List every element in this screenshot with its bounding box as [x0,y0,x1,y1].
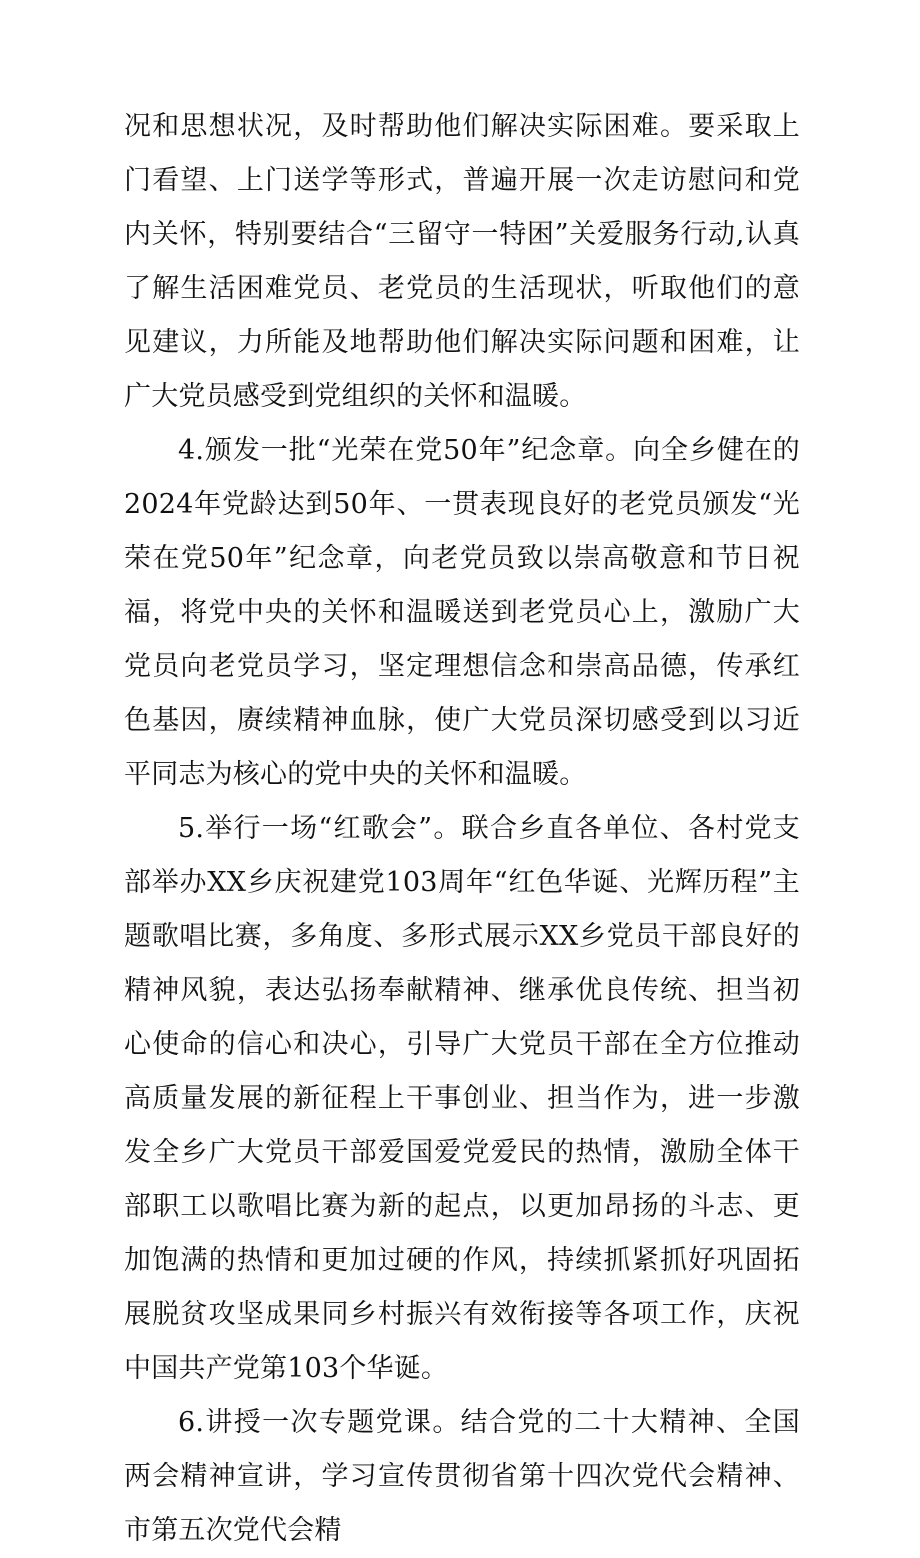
paragraph-continuation: 况和思想状况，及时帮助他们解决实际困难。要采取上门看望、上门送学等形式，普遍开展一次走访慰问和党内关怀，特别要结合“三留守一特困”关爱服务行动,认真了解生活困难党员、老党员的生活现状，听取他们的意见建议，力所能及地帮助他们解决实际问题和困难，让广大党员感受到党组织的关怀和温暖。 [124,111,800,412]
document-body [124,100,800,1558]
paragraph-item-6: 6.讲授一次专题党课。结合党的二十大精神、全国两会精神宣讲，学习宣传贯彻省第十四次党代会精神、市第五次党代会精 [124,1407,800,1546]
paragraph-item-4: 4.颁发一批“光荣在党50年”纪念章。向全乡健在的2024年党龄达到50年、一贯表现良好的老党员颁发“光荣在党50年”纪念章，向老党员致以崇高敬意和节日祝福，将党中央的关怀和温暖送到老党员心上，激励广大党员向老党员学习，坚定理想信念和崇高品德，传承红色基因，赓续精神血脉，使广大党员深切感受到以习近平同志为核心的党中央的关怀和温暖。 [124,435,800,790]
paragraph-item-5: 5.举行一场“红歌会”。联合乡直各单位、各村党支部举办XX乡庆祝建党103周年“红色华诞、光辉历程”主题歌唱比赛，多角度、多形式展示XX乡党员干部良好的精神风貌，表达弘扬奉献精神、继承优良传统、担当初心使命的信心和决心，引导广大党员干部在全方位推动高质量发展的新征程上干事创业、担当作为，进一步激发全乡广大党员干部爱国爱党爱民的热情，激励全体干部职工以歌唱比赛为新的起点，以更加昂扬的斗志、更加饱满的热情和更加过硬的作风，持续抓紧抓好巩固拓展脱贫攻坚成果同乡村振兴有效衔接等各项工作，庆祝中国共产党第103个华诞。 [124,813,800,1384]
